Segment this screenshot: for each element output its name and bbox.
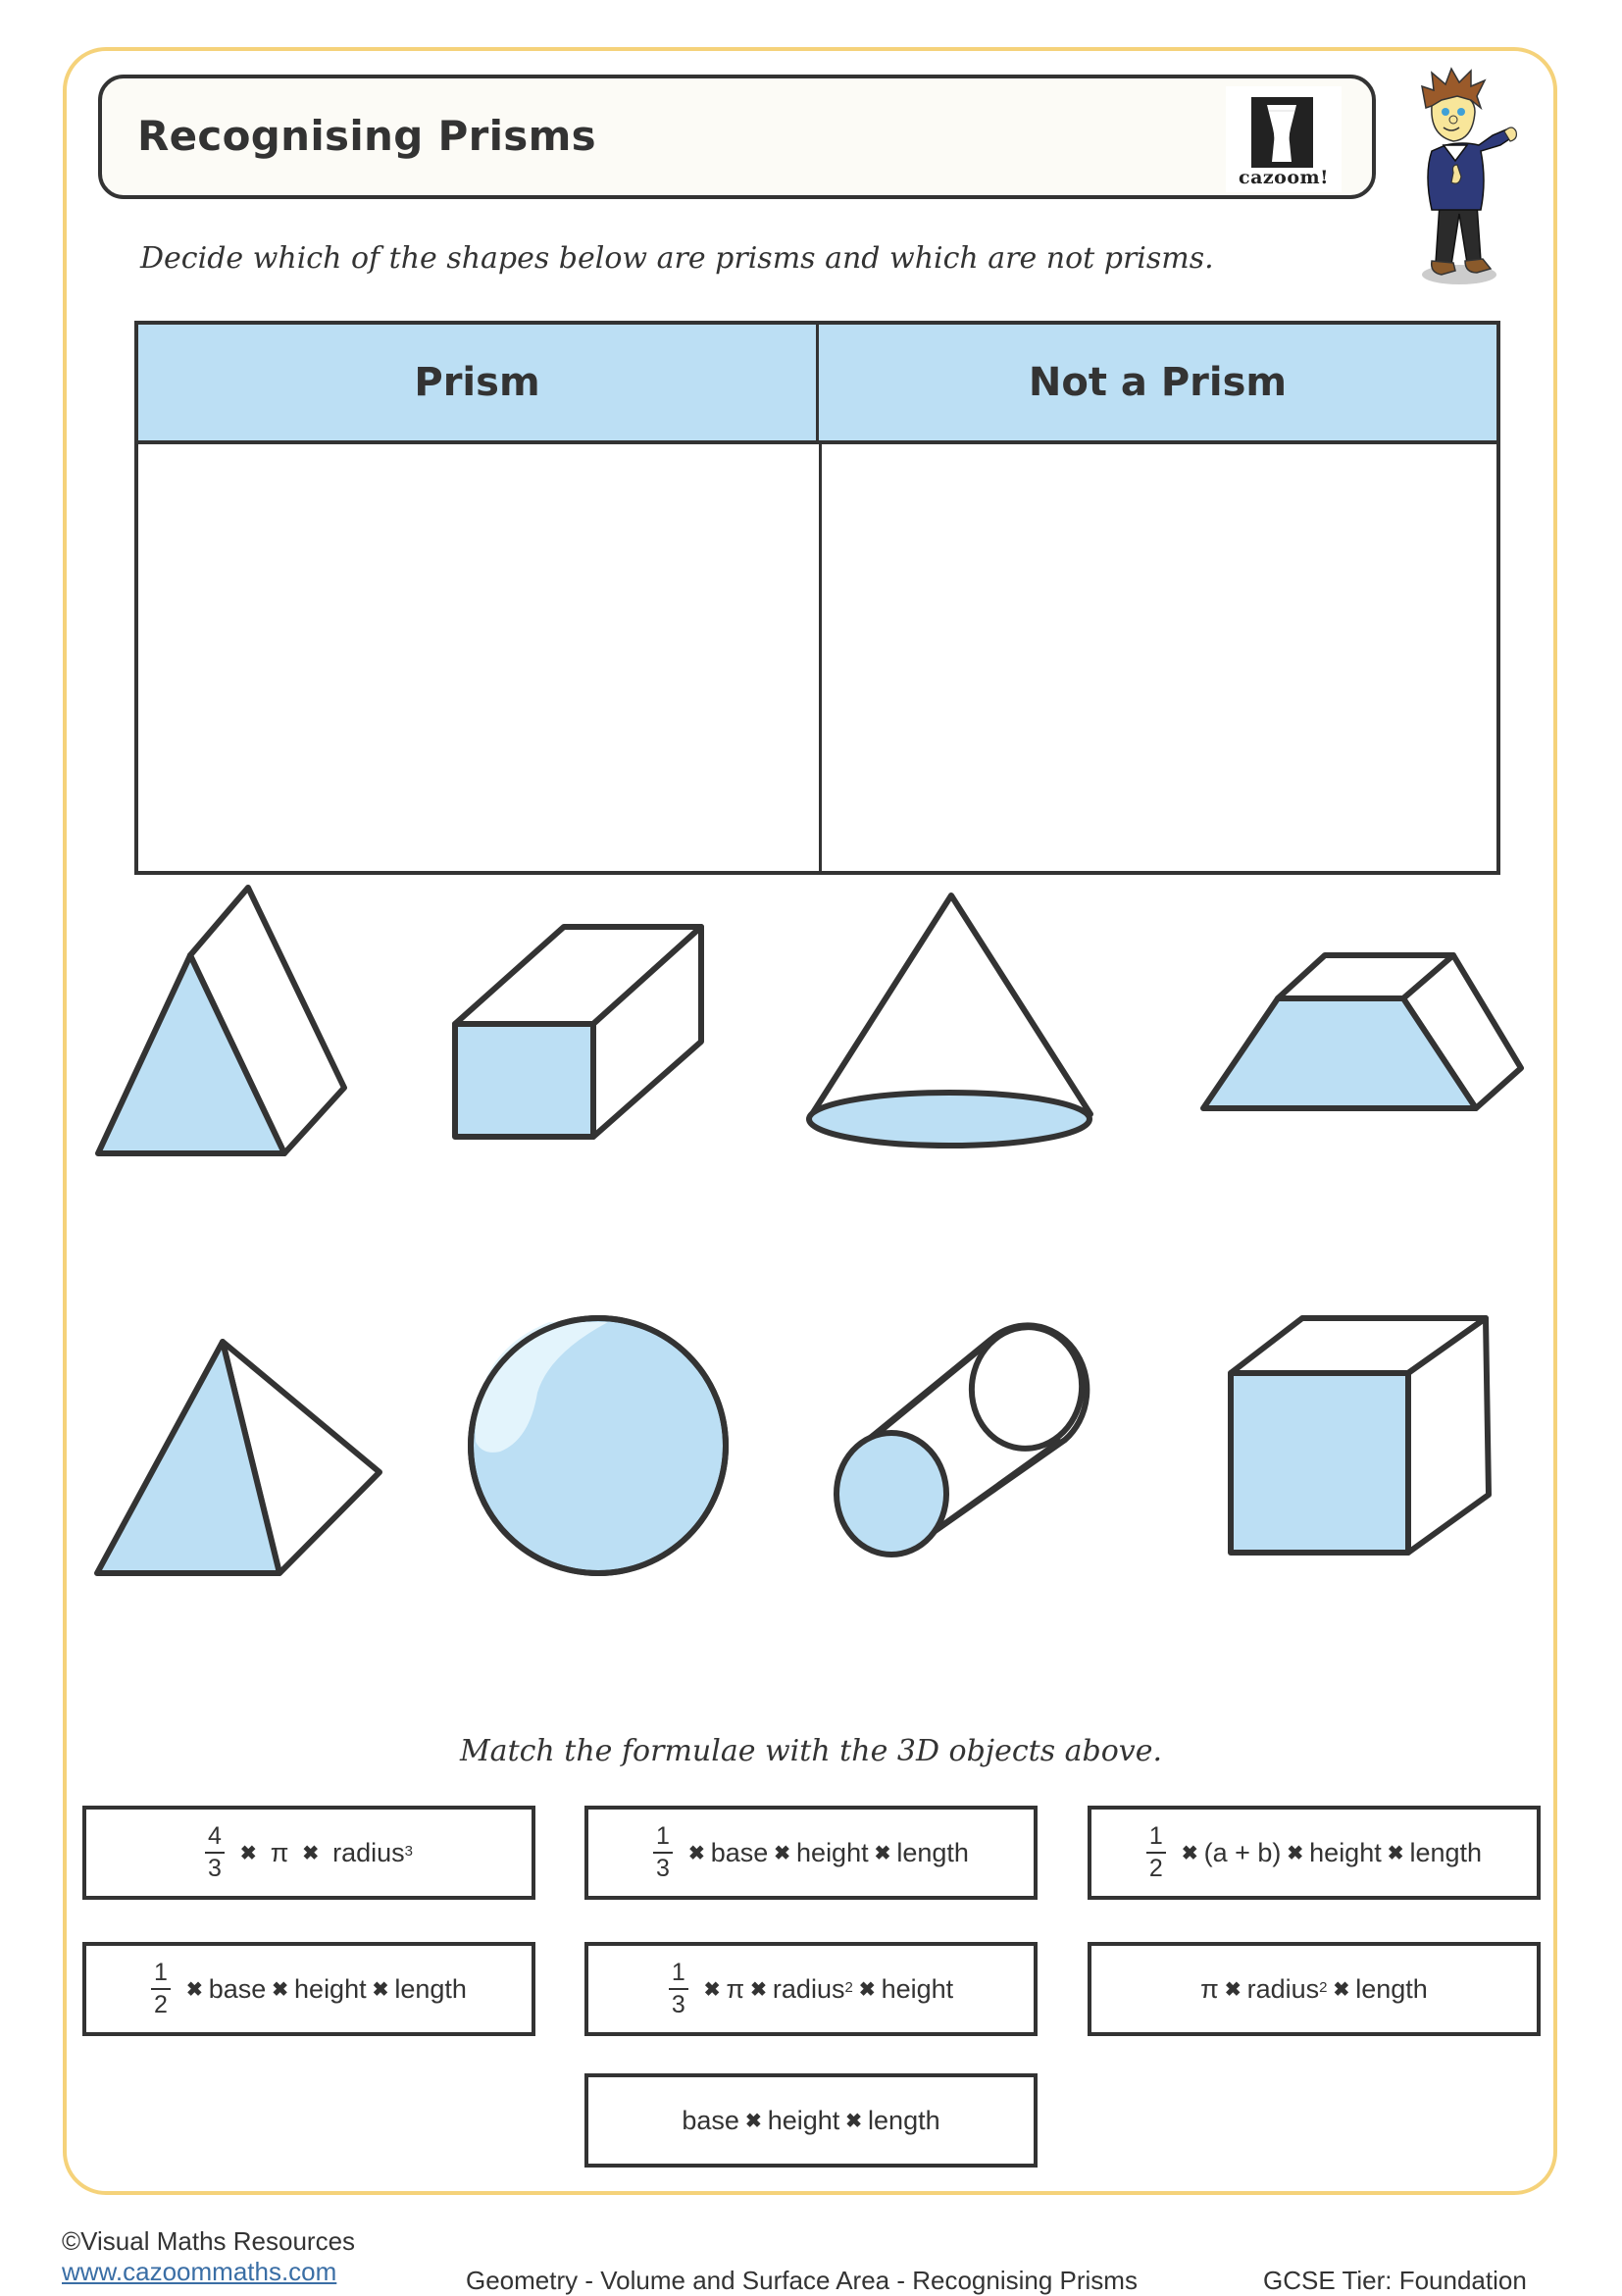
formula-term: height <box>881 1973 954 2004</box>
fraction-numerator: 4 <box>205 1824 225 1854</box>
pi-symbol: π <box>726 1973 745 2004</box>
not-prism-drop-zone[interactable] <box>822 444 1496 871</box>
fraction-numerator: 1 <box>1146 1824 1166 1854</box>
formula-term: length <box>394 1973 467 2004</box>
formula-term: length <box>896 1837 969 1867</box>
fraction-numerator: 1 <box>669 1961 688 1990</box>
fraction <box>151 1961 171 2017</box>
formula-card-trapezoidal-prism-volume[interactable] <box>1088 1806 1541 1900</box>
times-icon: ✖ <box>774 1842 791 1864</box>
times-icon: ✖ <box>272 1978 289 2001</box>
exponent: 2 <box>1319 1978 1328 1996</box>
prism-drop-zone[interactable] <box>138 444 819 871</box>
fraction-numerator: 1 <box>151 1961 171 1990</box>
formula-term: length <box>1355 1973 1428 2004</box>
formula-term: radius <box>332 1837 405 1867</box>
formula-card-cuboid-volume[interactable] <box>584 2073 1038 2168</box>
times-icon: ✖ <box>874 1842 891 1864</box>
fraction <box>1146 1824 1166 1881</box>
not-prism-column-header: Not a Prism <box>819 325 1496 444</box>
drum-icon <box>1265 103 1298 164</box>
logo-text: cazoom! <box>1239 167 1329 188</box>
formula-card-pyramid-volume[interactable] <box>584 1806 1038 1900</box>
formula-term: height <box>767 2105 840 2135</box>
times-icon: ✖ <box>845 2110 863 2132</box>
title-box <box>98 75 1376 199</box>
prism-column-header: Prism <box>138 325 819 444</box>
times-icon: ✖ <box>185 1978 203 2001</box>
formula-term: height <box>1309 1837 1382 1867</box>
formula-term: base <box>682 2105 739 2135</box>
pi-symbol: π <box>270 1837 289 1867</box>
fraction-numerator: 1 <box>653 1824 673 1854</box>
fraction-denominator: 3 <box>671 1991 685 2018</box>
times-icon: ✖ <box>858 1978 876 2001</box>
times-icon: ✖ <box>744 2110 762 2132</box>
formula-card-triangular-prism-volume[interactable] <box>82 1942 535 2036</box>
times-icon: ✖ <box>1287 1842 1304 1864</box>
fraction-denominator: 3 <box>656 1855 670 1882</box>
times-icon: ✖ <box>1387 1842 1404 1864</box>
formula-term: radius <box>1246 1973 1320 2004</box>
formula-term: height <box>796 1837 869 1867</box>
exponent: 3 <box>404 1842 413 1860</box>
formula-term: (a + b) <box>1203 1837 1282 1867</box>
fraction <box>205 1824 225 1881</box>
formula-card-cone-volume[interactable] <box>584 1942 1038 2036</box>
times-icon: ✖ <box>687 1842 705 1864</box>
footer-copyright: ©Visual Maths Resources <box>62 2226 356 2256</box>
fraction <box>653 1824 673 1881</box>
formula-term: base <box>710 1837 769 1867</box>
sphere-shape[interactable] <box>471 1318 726 1573</box>
fraction-denominator: 2 <box>154 1991 168 2018</box>
footer-website-link[interactable]: www.cazoommaths.com <box>62 2257 337 2286</box>
fraction-denominator: 2 <box>1148 1855 1163 1882</box>
cube-shape[interactable] <box>1231 1318 1489 1553</box>
formula-term: height <box>294 1973 367 2004</box>
sort-table <box>134 321 1500 875</box>
exponent: 2 <box>844 1978 853 1996</box>
footer-tier: GCSE Tier: Foundation <box>1263 2266 1527 2295</box>
instruction-text: Decide which of the shapes below are prisms and which are not prisms. <box>140 241 1214 276</box>
times-icon: ✖ <box>239 1842 257 1864</box>
match-heading: Match the formulae with the 3D objects above. <box>459 1734 1163 1768</box>
page-title: Recognising Prisms <box>137 112 596 160</box>
formula-term: length <box>868 2105 940 2135</box>
pi-symbol: π <box>1200 1973 1219 2004</box>
footer-topic: Geometry - Volume and Surface Area - Recognising Prisms <box>466 2266 1138 2295</box>
times-icon: ✖ <box>1181 1842 1198 1864</box>
times-icon: ✖ <box>372 1978 389 2001</box>
mascot-boy-icon <box>1402 67 1522 288</box>
fraction-denominator: 3 <box>208 1855 222 1882</box>
times-icon: ✖ <box>1224 1978 1242 2001</box>
times-icon: ✖ <box>703 1978 721 2001</box>
fraction <box>669 1961 688 2017</box>
formula-card-sphere-volume[interactable] <box>82 1806 535 1900</box>
formula-term: length <box>1409 1837 1483 1867</box>
times-icon: ✖ <box>1333 1978 1350 2001</box>
formula-card-cylinder-volume[interactable] <box>1088 1942 1541 2036</box>
formula-term: radius <box>772 1973 845 2004</box>
formula-term: base <box>208 1973 267 2004</box>
times-icon: ✖ <box>750 1978 767 2001</box>
times-icon: ✖ <box>302 1842 320 1864</box>
cazoom-logo <box>1226 86 1342 192</box>
